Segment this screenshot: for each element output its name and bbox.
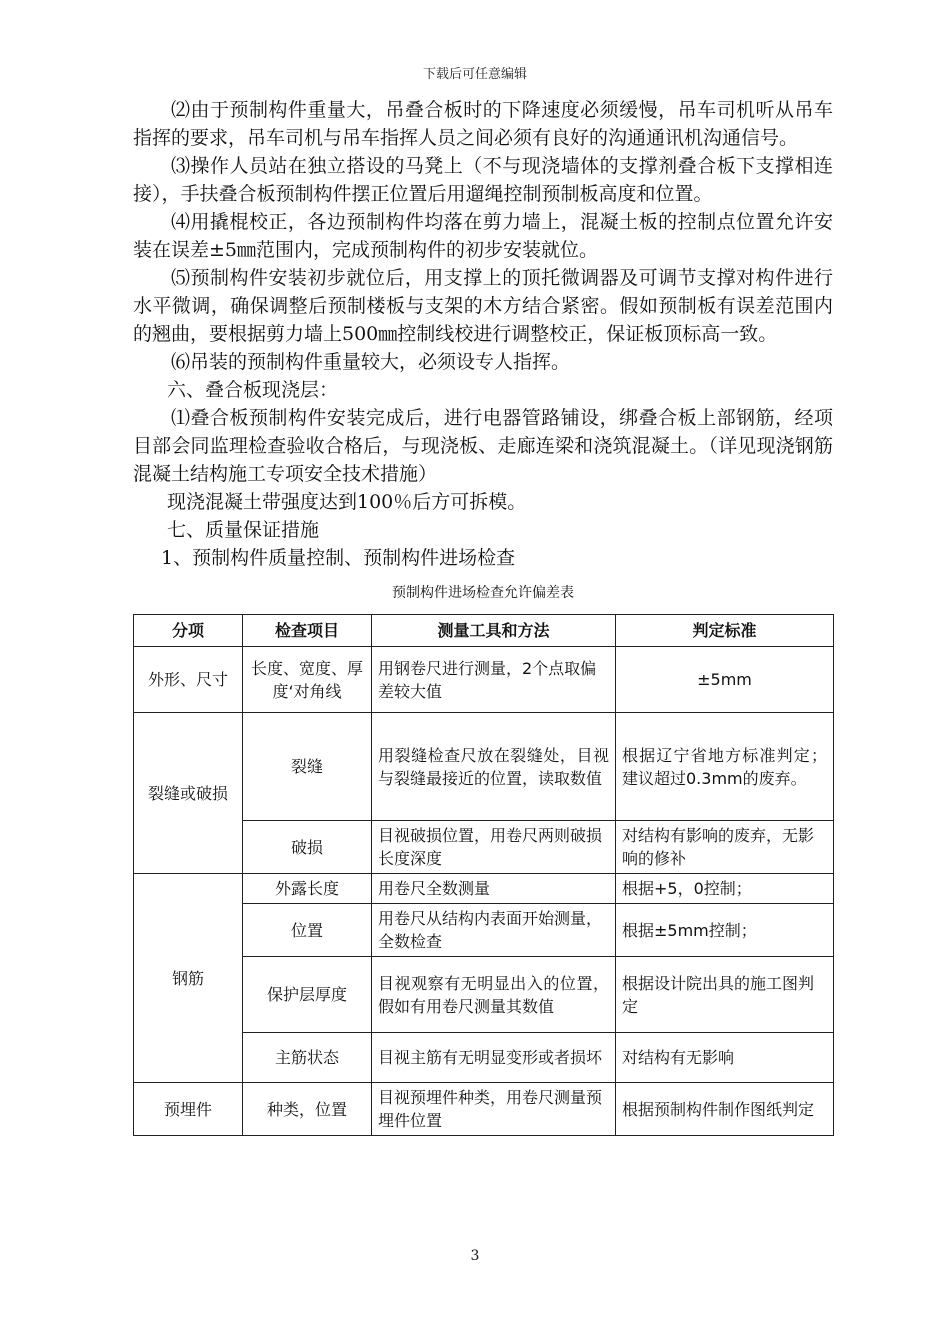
paragraph-6: ⑹吊装的预制构件重量较大，必须设专人指挥。 xyxy=(171,351,571,373)
cell-method: 目视观察有无明显出入的位置，假如有用卷尺测量其数值 xyxy=(372,957,616,1033)
table-row xyxy=(134,713,834,821)
cell-item: 位置 xyxy=(243,904,372,957)
paragraph-8: 现浇混凝土带强度达到100％后方可拆模。 xyxy=(167,491,527,513)
cell-standard: 对结构有影响的废弃，无影响的修补 xyxy=(616,821,834,874)
table-row xyxy=(134,874,834,904)
table-row xyxy=(134,647,834,713)
cell-standard: 根据±5mm控制； xyxy=(616,904,834,957)
cell-category: 钢筋 xyxy=(134,874,243,1083)
cell-item: 长度、宽度、厚度‘对角线 xyxy=(243,647,372,713)
cell-standard: 根据+5，0控制； xyxy=(616,874,834,904)
cell-item: 种类，位置 xyxy=(243,1083,372,1136)
cell-method: 目视主筋有无明显变形或者损坏 xyxy=(372,1033,616,1083)
cell-method: 用卷尺全数测量 xyxy=(372,874,616,904)
section-heading-7: 七、质量保证措施 xyxy=(167,519,320,541)
cell-item: 破损 xyxy=(243,821,372,874)
paragraph-2: ⑵由于预制构件重量大，吊叠合板时的下降速度必须缓慢，吊车司机听从吊车指挥的要求，吊车司机与吊车指挥人员之间必须有良好的沟通通讯机沟通信号。 xyxy=(133,99,833,149)
header-category: 分项 xyxy=(134,615,243,647)
header-item: 检查项目 xyxy=(243,615,372,647)
table-header-row xyxy=(134,615,834,647)
cell-standard: 根据设计院出具的施工图判定 xyxy=(616,957,834,1033)
cell-standard: 根据预制构件制作图纸判定 xyxy=(616,1083,834,1136)
subsection-heading-7-1: 1、预制构件质量控制、预制构件进场检查 xyxy=(161,547,516,569)
paragraph-5: ⑸预制构件安装初步就位后，用支撑上的顶托微调器及可调节支撑对构件进行水平微调，确保调整后预制楼板与支架的木方结合紧密。假如预制板有误差范围内的翘曲，要根据剪力墙上500㎜控制线校进行调整校正，保证板顶标高一致。 xyxy=(133,267,833,345)
section-heading-6: 六、叠合板现浇层： xyxy=(167,379,339,401)
cell-item: 裂缝 xyxy=(243,713,372,821)
document-body xyxy=(133,96,833,1136)
table-caption: 预制构件进场检查允许偏差表 xyxy=(392,585,574,601)
cell-item: 保护层厚度 xyxy=(243,957,372,1033)
cell-item: 主筋状态 xyxy=(243,1033,372,1083)
cell-standard: 对结构有无影响 xyxy=(616,1033,834,1083)
cell-standard: ±5mm xyxy=(616,647,834,713)
cell-item: 外露长度 xyxy=(243,874,372,904)
page-header: 下载后可任意编辑 xyxy=(422,67,527,82)
inspection-table xyxy=(133,614,834,1136)
paragraph-3: ⑶操作人员站在独立搭设的马凳上（不与现浇墙体的支撑剂叠合板下支撑相连接），手扶叠合板预制构件摆正位置后用遛绳控制预制板高度和位置。 xyxy=(133,155,833,205)
cell-method: 目视破损位置，用卷尺两则破损长度深度 xyxy=(372,821,616,874)
cell-method: 目视预埋件种类，用卷尺测量预埋件位置 xyxy=(372,1083,616,1136)
cell-method: 用钢卷尺进行测量，2个点取偏差较大值 xyxy=(372,647,616,713)
page-number: 3 xyxy=(470,1248,480,1264)
cell-category: 预埋件 xyxy=(134,1083,243,1136)
cell-standard: 根据辽宁省地方标准判定；建议超过0.3mm的废弃。 xyxy=(616,713,834,821)
paragraph-4: ⑷用撬棍校正，各边预制构件均落在剪力墙上，混凝土板的控制点位置允许安装在误差±5㎜范围内，完成预制构件的初步安装就位。 xyxy=(133,211,833,261)
paragraph-7: ⑴叠合板预制构件安装完成后，进行电器管路铺设，绑叠合板上部钢筋，经项目部会同监理检查验收合格后，与现浇板、走廊连梁和浇筑混凝土。（详见现浇钢筋混凝土结构施工专项安全技术措施） xyxy=(133,407,833,485)
table-row xyxy=(134,1083,834,1136)
cell-category: 外形、尺寸 xyxy=(134,647,243,713)
header-standard: 判定标准 xyxy=(616,615,834,647)
cell-method: 用卷尺从结构内表面开始测量，全数检查 xyxy=(372,904,616,957)
cell-category: 裂缝或破损 xyxy=(134,713,243,874)
cell-method: 用裂缝检查尺放在裂缝处，目视与裂缝最接近的位置，读取数值 xyxy=(372,713,616,821)
header-method: 测量工具和方法 xyxy=(372,615,616,647)
